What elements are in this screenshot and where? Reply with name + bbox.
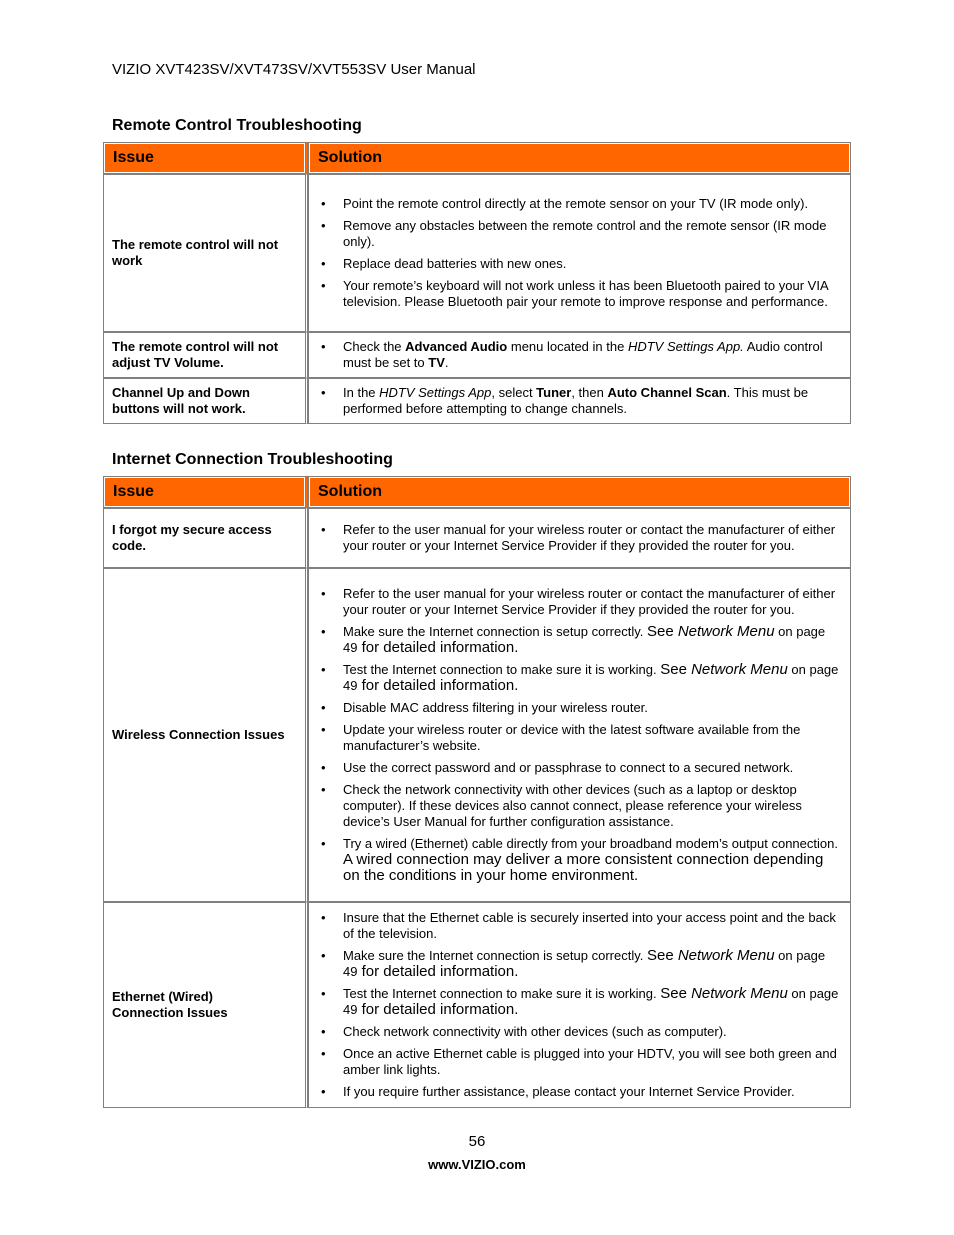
list-item: • Check the Advanced Audio menu located in the HDTV Settings App. Audio control must be set to TV. <box>317 339 842 371</box>
solution-cell <box>308 568 851 902</box>
network-menu-reference: Network Menu <box>677 623 775 640</box>
remote-troubleshooting-table <box>103 142 851 424</box>
table-row <box>103 174 851 332</box>
list-item: • Once an active Ethernet cable is plugged into your HDTV, you will see both green and amber link lights. <box>317 1046 842 1078</box>
solution-column-header: Solution <box>308 142 851 174</box>
list-item: • In the HDTV Settings App, select Tuner, then Auto Channel Scan. This must be performed before attempting to change channels. <box>317 385 842 417</box>
list-item: • Check network connectivity with other devices (such as computer). <box>317 1024 842 1040</box>
internet-troubleshooting-table <box>103 476 851 1108</box>
solution-list <box>317 385 842 417</box>
issue-cell: The remote control will not work <box>103 174 308 332</box>
list-item: • Refer to the user manual for your wireless router or contact the manufacturer of either your router or your Internet Service Provider if they provided the router for you. <box>317 586 842 618</box>
solution-cell <box>308 508 851 568</box>
list-item: • Remove any obstacles between the remote control and the remote sensor (IR mode only). <box>317 218 842 250</box>
solution-cell <box>308 378 851 424</box>
issue-cell: The remote control will not adjust TV Volume. <box>103 332 308 378</box>
list-item: • Replace dead batteries with new ones. <box>317 256 842 272</box>
list-item: • Insure that the Ethernet cable is securely inserted into your access point and the back of the television. <box>317 910 842 942</box>
auto-channel-scan-name: Auto Channel Scan <box>607 385 727 400</box>
issue-cell: Wireless Connection Issues <box>103 568 308 902</box>
list-item: • Try a wired (Ethernet) cable directly from your broadband modem’s output connection. A wired connection may deliver a more consistent connection depending on the conditions in your home environment. <box>317 836 842 884</box>
solution-list <box>317 586 842 884</box>
list-item: • Make sure the Internet connection is setup correctly. See Network Menu on page 49 for detailed information. <box>317 948 842 980</box>
network-menu-reference: Network Menu <box>691 985 788 1002</box>
table-row <box>103 902 851 1108</box>
solution-list <box>317 522 842 554</box>
list-item: • Test the Internet connection to make sure it is working. See Network Menu on page 49 for detailed information. <box>317 662 842 694</box>
table-header-row <box>103 476 851 508</box>
table-row <box>103 332 851 378</box>
issue-column-header: Issue <box>103 476 308 508</box>
list-item: • Disable MAC address filtering in your wireless router. <box>317 700 842 716</box>
issue-cell: Ethernet (Wired) Connection Issues <box>103 902 308 1108</box>
network-menu-reference: Network Menu <box>691 661 788 678</box>
network-menu-reference: Network Menu <box>677 947 775 964</box>
list-item: • Point the remote control directly at the remote sensor on your TV (IR mode only). <box>317 196 842 212</box>
solution-list <box>317 196 842 310</box>
advanced-audio-menu-name: Advanced Audio <box>405 339 508 354</box>
page-number: 56 <box>468 1133 486 1150</box>
list-item: • Check the network connectivity with other devices (such as a laptop or desktop computer). If these devices also cannot connect, please reference your wireless device’s User Manual for further configuration assistance. <box>317 782 842 830</box>
table-row <box>103 378 851 424</box>
app-name: HDTV Settings App. <box>627 339 744 354</box>
manual-title: VIZIO XVT423SV/XVT473SV/XVT553SV User Manual <box>112 61 476 78</box>
list-item: • Update your wireless router or device with the latest software available from the manufacturer’s website. <box>317 722 842 754</box>
internet-section-title: Internet Connection Troubleshooting <box>112 451 393 468</box>
solution-list <box>317 910 842 1100</box>
list-item: • Use the correct password and or passphrase to connect to a secured network. <box>317 760 842 776</box>
issue-column-header: Issue <box>103 142 308 174</box>
solution-cell <box>308 332 851 378</box>
table-row <box>103 508 851 568</box>
solution-list <box>317 339 842 371</box>
list-item: • Refer to the user manual for your wireless router or contact the manufacturer of either your router or your Internet Service Provider if they provided the router for you. <box>317 522 842 554</box>
website-link[interactable]: www.VIZIO.com <box>428 1157 526 1172</box>
solution-column-header: Solution <box>308 476 851 508</box>
tuner-menu-name: Tuner <box>536 385 572 400</box>
issue-cell: Channel Up and Down buttons will not work. <box>103 378 308 424</box>
list-item: • Your remote’s keyboard will not work unless it has been Bluetooth paired to your VIA television. Please Bluetooth pair your remote to improve response and performance. <box>317 278 842 310</box>
list-item: • Make sure the Internet connection is setup correctly. See Network Menu on page 49 for detailed information. <box>317 624 842 656</box>
audio-setting-value: TV <box>428 355 445 370</box>
app-name: HDTV Settings App <box>379 385 492 400</box>
list-item: • If you require further assistance, please contact your Internet Service Provider. <box>317 1084 842 1100</box>
remote-section-title: Remote Control Troubleshooting <box>112 117 362 134</box>
table-row <box>103 568 851 902</box>
solution-cell <box>308 902 851 1108</box>
solution-cell <box>308 174 851 332</box>
issue-cell: I forgot my secure access code. <box>103 508 308 568</box>
table-header-row <box>103 142 851 174</box>
list-item: • Test the Internet connection to make sure it is working. See Network Menu on page 49 for detailed information. <box>317 986 842 1018</box>
